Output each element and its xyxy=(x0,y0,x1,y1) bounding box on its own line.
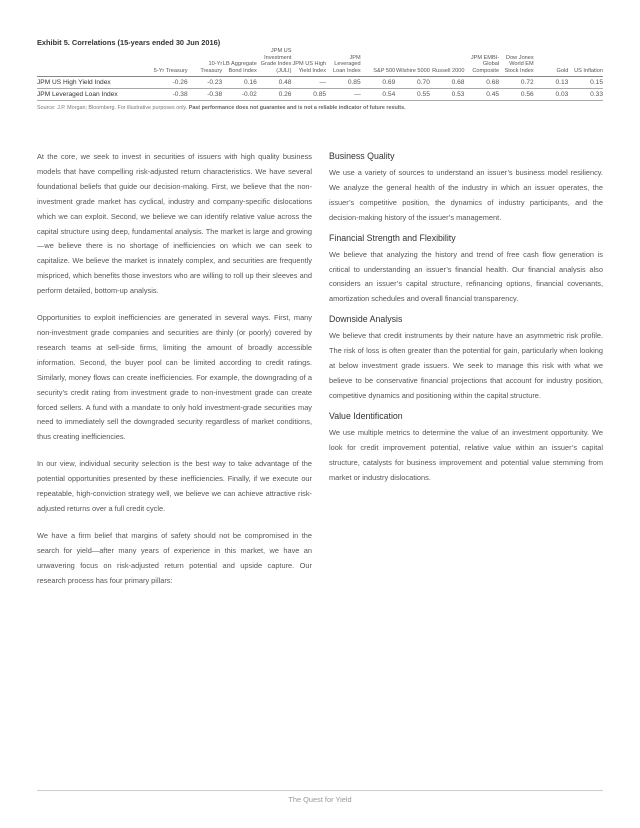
section-financial-strength xyxy=(329,232,603,308)
body-paragraph: In our view, individual security selection is the best way to take advantage of the potential opportunities presented by these inefficiencies. Finally, if we execute our repeatable, high-conviction strategy well, we believe we can achieve attractive risk-adjusted returns over a full credit cycle. xyxy=(37,459,312,513)
table-cell: 0.16 xyxy=(243,79,257,87)
column-header: LB Aggregate Bond Index xyxy=(222,61,257,74)
section-body: We believe that analyzing the history and trend of free cash flow generation is critical to understanding an issuer’s financial health. Our financial analysis also considers an issuer’s capital structure, refinancing options, financial covenants, amortization schedules and overall financial transparency. xyxy=(329,249,603,304)
column-header: Dow Jones World EM Stock Index xyxy=(504,54,534,74)
disclaimer-text: Past performance does not guarantee and is not a reliable indicator of future results. xyxy=(188,105,406,112)
column-header: 5-Yr Treasury xyxy=(153,67,188,74)
table-cell: 0.54 xyxy=(382,91,396,99)
table-cell: 0.26 xyxy=(278,91,292,99)
table-cell: -0.38 xyxy=(207,91,223,99)
table-cell: 0.53 xyxy=(451,91,465,99)
section-value-identification xyxy=(329,410,603,486)
table-row xyxy=(37,77,603,89)
table-cell: 0.48 xyxy=(278,79,292,87)
row-label: JPM US High Yield Index xyxy=(37,79,111,87)
table-cell: 0.13 xyxy=(555,79,569,87)
table-cell: -0.38 xyxy=(172,91,188,99)
exhibit-title: Exhibit 5. Correlations (15-years ended 30 Jun 2016) xyxy=(37,38,221,47)
column-header: US Inflation xyxy=(574,67,603,74)
table-row xyxy=(37,89,603,101)
section-business-quality xyxy=(329,150,603,226)
body-paragraph: At the core, we seek to invest in securities of issuers with high quality business models that have compelling risk-adjusted return characteristics. We have several foundational beliefs that guide our decision-making. First, we believe that the non-investment grade market has cyclical, industry and company-specific dislocations which we can exploit. Second, we believe we can identify relative value across the capital structure using deep, fundamental analysis. The market is large and growing—we believe there is no shortage of inefficiencies on which we can seek to capitalize. We believe the market is innately complex, and securities are frequently mispriced, which benefits those investors who are willing to roll up their sleeves and perform detailed, bottom-up analysis. xyxy=(37,152,312,296)
source-note xyxy=(37,105,603,111)
table-cell: 0.70 xyxy=(417,79,430,87)
right-column xyxy=(329,150,603,491)
section-heading: Business Quality xyxy=(329,151,395,161)
table-cell: 0.85 xyxy=(313,91,327,99)
correlation-table xyxy=(37,48,603,101)
section-body: We use multiple metrics to determine the value of an investment opportunity. We look for credit improvement potential, relative value within an issuer’s capital structure, catalysts for business improvement and potential value stemming from market or industry dislocations. xyxy=(329,427,603,482)
column-header: JPM Leveraged Loan Index xyxy=(332,54,361,74)
table-cell: — xyxy=(319,79,327,87)
table-cell: 0.68 xyxy=(486,79,500,87)
row-label: JPM Leveraged Loan Index xyxy=(37,91,118,99)
table-cell: 0.33 xyxy=(590,91,603,99)
table-cell: 0.03 xyxy=(555,91,569,99)
table-cell: -0.23 xyxy=(207,79,223,87)
section-heading: Financial Strength and Flexibility xyxy=(329,232,456,243)
section-body: We believe that credit instruments by their nature have an asymmetric risk profile. The risk of loss is often greater than the potential for gain, particularly when looking at below investment grade issuers. We seek to manage this risk with what we believe to be conservative financial projections that account for industry position, competitive dynamics and positioning within the capital structure. xyxy=(329,331,603,400)
table-cell: 0.72 xyxy=(520,79,534,87)
section-downside-analysis xyxy=(329,313,603,404)
column-header: JPM US Investment Grade Index (JULI) xyxy=(260,48,292,74)
column-header: Wilshire 5000 xyxy=(395,67,430,74)
column-header: Gold xyxy=(556,67,569,74)
section-body: We use a variety of sources to understand an issuer’s business model resiliency. We analyze the general health of the industry in which an issuer operates, the issuer’s competitive position, the dynamics of industry participants, and the decision-making history of the issuer’s management. xyxy=(329,168,603,222)
table-cell: 0.69 xyxy=(382,79,396,87)
column-header: Russell 2000 xyxy=(432,67,465,74)
table-corner xyxy=(37,48,153,77)
table-cell: 0.55 xyxy=(417,91,430,99)
column-header: JPM US High Yield Index xyxy=(292,61,327,74)
section-heading: Downside Analysis xyxy=(329,314,403,325)
body-paragraph: Opportunities to exploit inefficiencies are generated in several ways. First, many non-investment grade companies and securities are thinly (or poorly) covered by research teams at sell-side firms, limiting the amount of broadly accessible information. Second, the buyer pool can be limited according to credit ratings. Similarly, money flows can create inefficiencies. For example, the downgrading of a security’s credit rating from investment grade to non-investment grade can create forced sellers. A fund with a mandate to only hold investment-grade securities may need to immediately sell the downgraded security regardless of market conditions, thus creating inefficiencies. xyxy=(37,313,312,442)
table-cell: 0.56 xyxy=(520,91,534,99)
table-cell: 0.15 xyxy=(590,79,603,87)
table-cell: -0.02 xyxy=(241,91,257,99)
exhibit-5 xyxy=(37,38,603,111)
section-heading: Value Identification xyxy=(329,410,403,421)
table-cell: 0.85 xyxy=(347,79,361,87)
table-cell: -0.26 xyxy=(172,79,188,87)
column-header: S&P 500 xyxy=(373,67,396,74)
column-header: JPM EMBI-Global Composite xyxy=(470,54,500,74)
table-cell: — xyxy=(354,91,361,99)
left-column xyxy=(37,150,312,600)
page-footer: The Quest for Yield xyxy=(288,795,352,804)
table-cell: 0.68 xyxy=(451,79,465,87)
source-text: Source: J.P. Morgan; Bloomberg. For illustrative purposes only. xyxy=(37,105,188,112)
footer-divider xyxy=(37,790,603,791)
table-header-row xyxy=(37,48,603,77)
column-header: 10-Yr Treasury xyxy=(200,61,223,74)
body-paragraph: We have a firm belief that margins of safety should not be compromised in the search for yield—after many years of experience in this market, we have an unwavering focus on risk-adjusted return potential and upside capture. Our research process has four primary pillars: xyxy=(37,530,312,585)
table-cell: 0.45 xyxy=(486,91,500,99)
